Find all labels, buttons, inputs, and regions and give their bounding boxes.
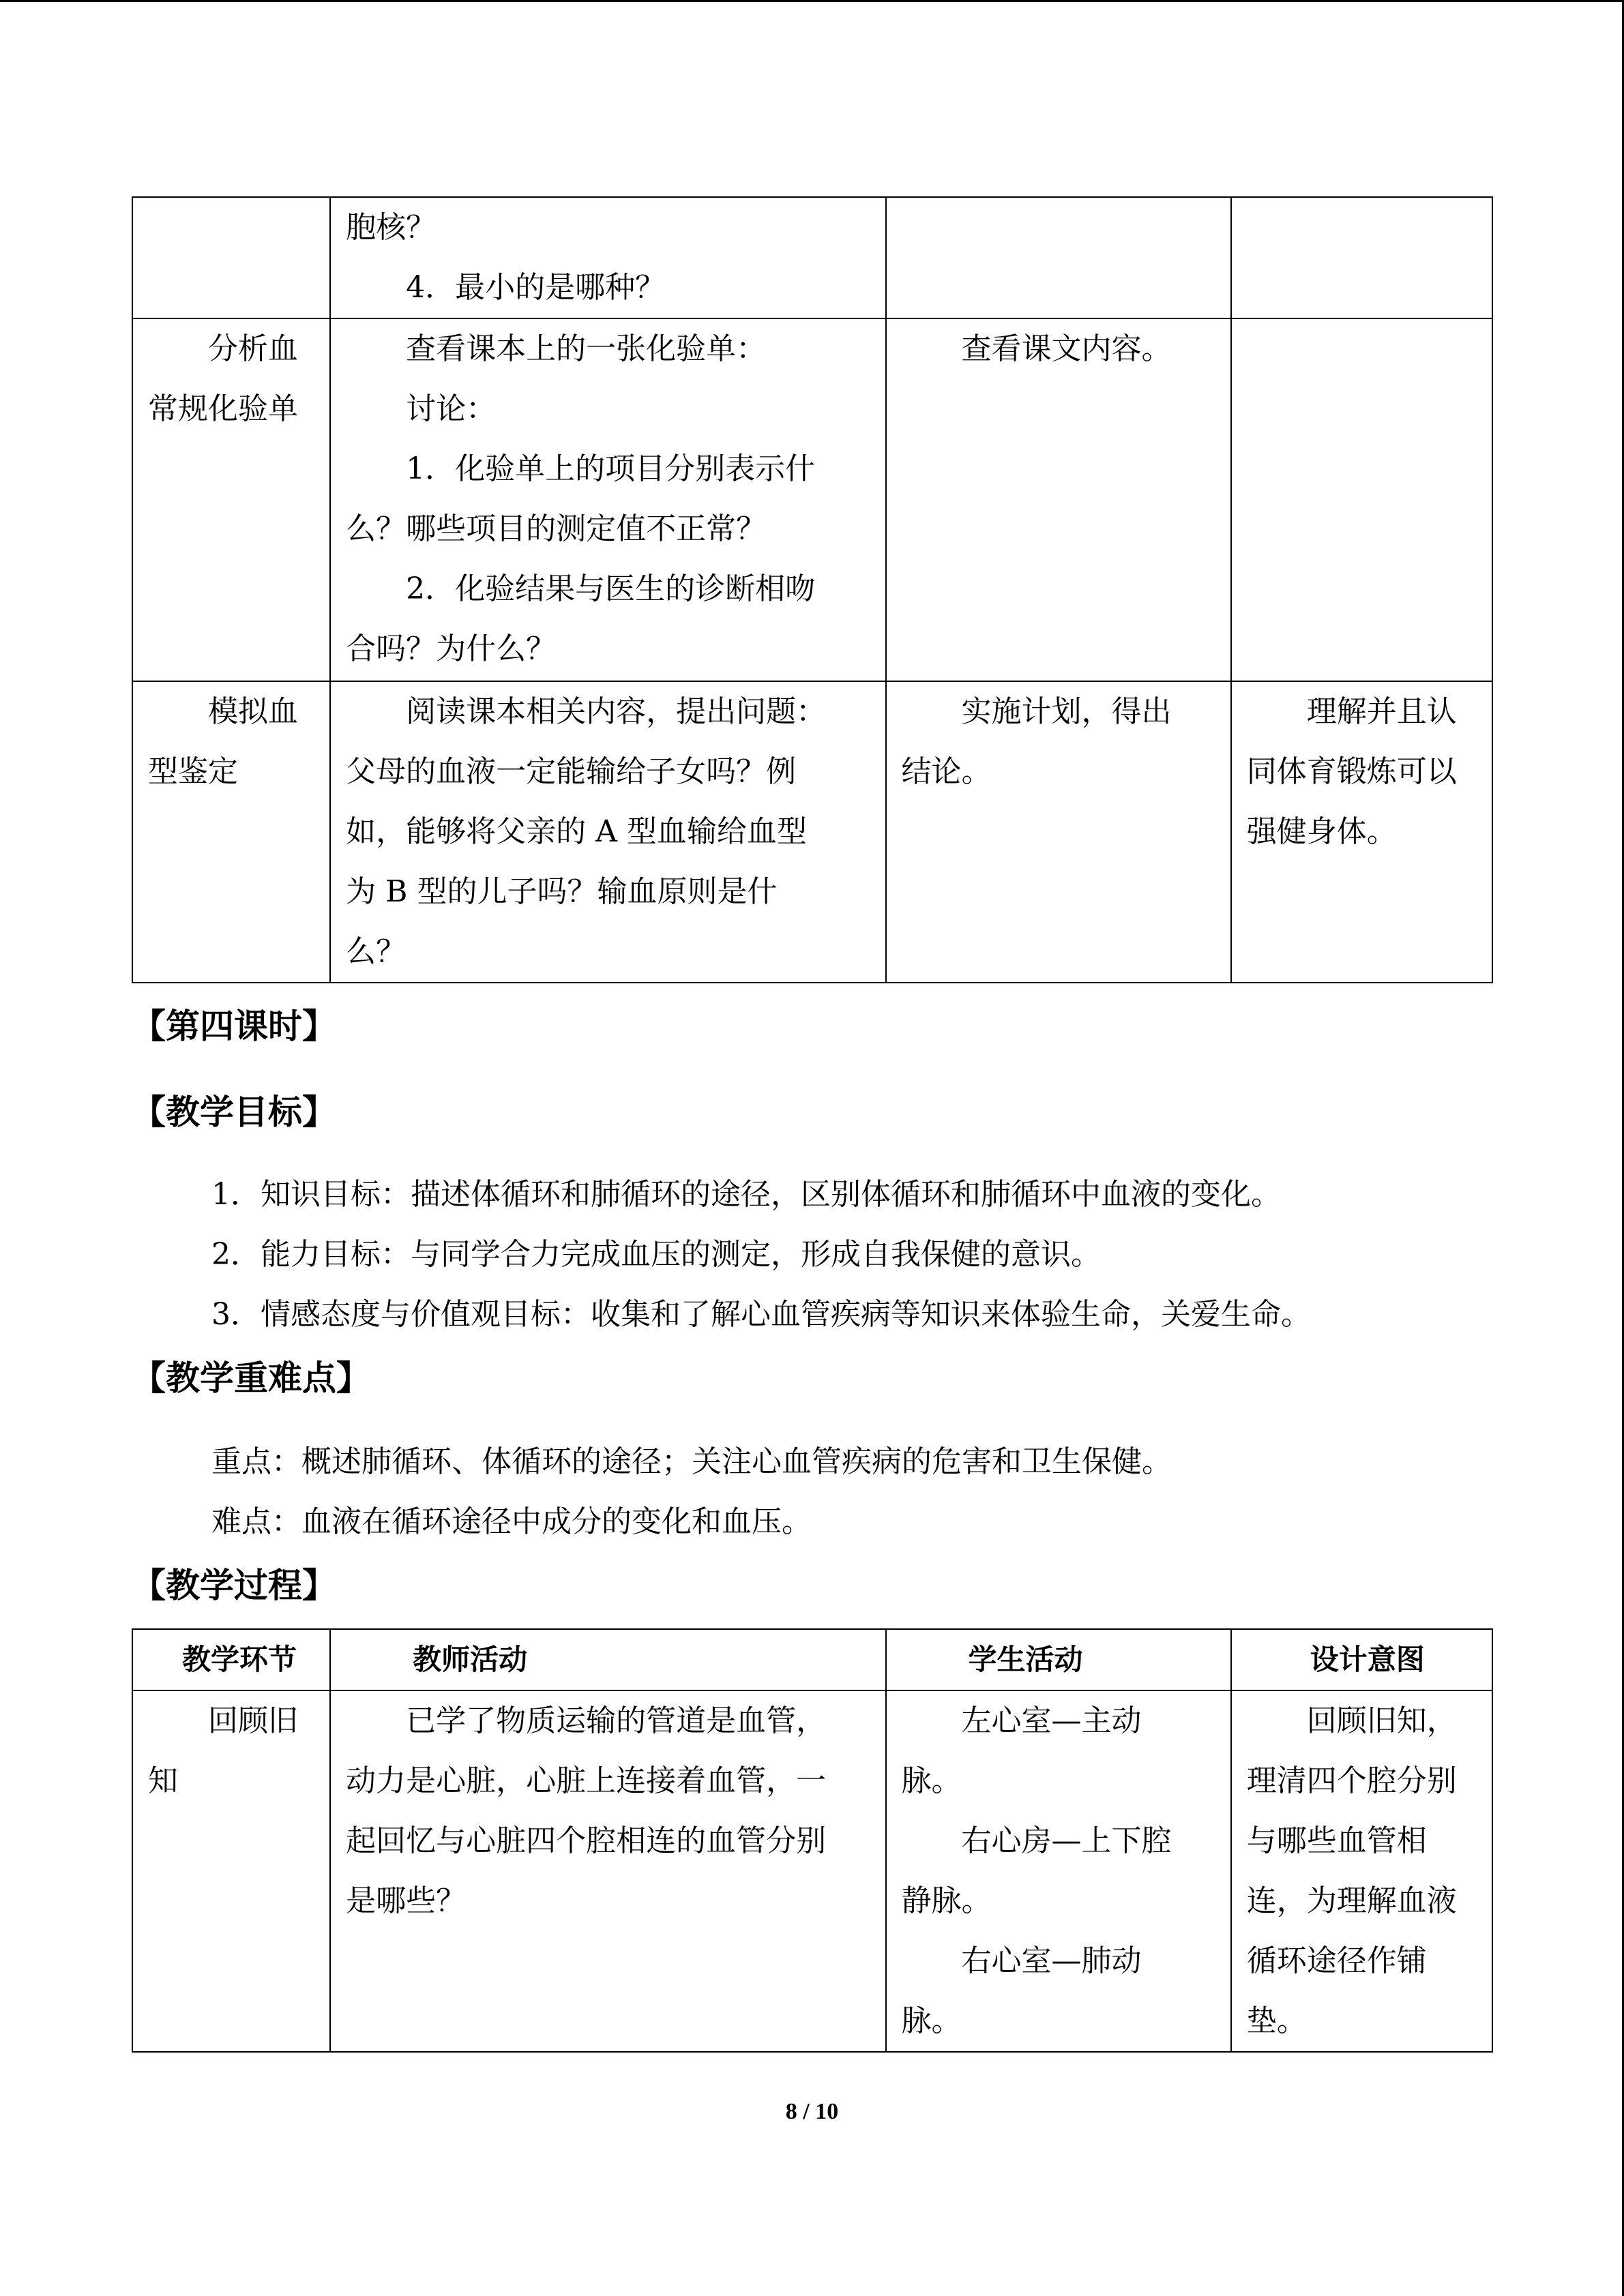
difficulty-text: 难点：血液在循环途径中成分的变化和血压。 bbox=[211, 1504, 812, 1539]
table-cell-student bbox=[886, 681, 1231, 983]
table-cell-student bbox=[886, 197, 1231, 318]
cell-line: 脉。 bbox=[901, 2003, 962, 2038]
cell-line: 实施计划，得出 bbox=[961, 694, 1172, 729]
cell-line: 如，能够将父亲的 A 型血输给血型 bbox=[346, 814, 807, 849]
teaching-process-table bbox=[132, 1628, 1493, 2053]
cell-line: 右心室—肺动 bbox=[961, 1943, 1142, 1978]
goal-item: 2．能力目标：与同学合力完成血压的测定，形成自我保健的意识。 bbox=[211, 1237, 1101, 1272]
cell-line: 连，为理解血液 bbox=[1246, 1883, 1457, 1918]
cell-line: 理清四个腔分别 bbox=[1246, 1763, 1457, 1798]
cell-line: 理解并且认 bbox=[1306, 694, 1457, 729]
cell-line: 1．化验单上的项目分别表示什 bbox=[406, 451, 816, 486]
cell-line: 合吗？为什么？ bbox=[346, 631, 557, 666]
cell-line: 动力是心脏，心脏上连接着血管，一 bbox=[346, 1763, 827, 1798]
cell-line: 么？ bbox=[346, 934, 407, 969]
cell-line: 常规化验单 bbox=[148, 391, 298, 426]
header-phase: 教学环节 bbox=[132, 1629, 330, 1690]
table-cell-teacher bbox=[330, 681, 885, 983]
table-row bbox=[132, 681, 1492, 983]
goal-item: 3．情感态度与价值观目标：收集和了解心血管疾病等知识来体验生命，关爱生命。 bbox=[211, 1297, 1311, 1332]
table-cell-intent bbox=[1231, 197, 1492, 318]
cell-line: 分析血 bbox=[208, 331, 298, 366]
cell-line: 回顾旧 bbox=[208, 1703, 298, 1738]
cell-line: 起回忆与心脏四个腔相连的血管分别 bbox=[346, 1823, 827, 1858]
cell-line: 已学了物质运输的管道是血管， bbox=[406, 1703, 827, 1738]
focus-text: 重点：概述肺循环、体循环的途径；关注心血管疾病的危害和卫生保健。 bbox=[211, 1444, 1172, 1479]
cell-line: 是哪些？ bbox=[346, 1883, 467, 1918]
cell-line: 回顾旧知， bbox=[1306, 1703, 1457, 1738]
cell-line: 4．最小的是哪种？ bbox=[406, 270, 666, 305]
process-heading: 【教学过程】 bbox=[132, 1566, 336, 1605]
table-cell-phase bbox=[132, 318, 330, 681]
cell-line: 结论。 bbox=[901, 754, 992, 789]
cell-line: 脉。 bbox=[901, 1763, 962, 1798]
header-intent: 设计意图 bbox=[1231, 1629, 1492, 1690]
table-cell-student bbox=[886, 318, 1231, 681]
lesson-table-continued bbox=[132, 196, 1493, 983]
cell-line: 循环途径作铺 bbox=[1246, 1943, 1427, 1978]
cell-line: 为 B 型的儿子吗？输血原则是什 bbox=[346, 874, 778, 909]
page-number: 8 / 10 bbox=[785, 2099, 839, 2124]
cell-line: 查看课本上的一张化验单： bbox=[406, 331, 767, 366]
key-points-heading: 【教学重难点】 bbox=[132, 1358, 370, 1398]
cell-line: 同体育锻炼可以 bbox=[1246, 754, 1457, 789]
table-row bbox=[132, 318, 1492, 681]
table-cell-teacher bbox=[330, 318, 885, 681]
goals-heading: 【教学目标】 bbox=[132, 1092, 336, 1132]
cell-line: 垫。 bbox=[1246, 2003, 1307, 2038]
table-cell-intent bbox=[1231, 318, 1492, 681]
goal-item: 1．知识目标：描述体循环和肺循环的途径，区别体循环和肺循环中血液的变化。 bbox=[211, 1177, 1281, 1212]
table-row bbox=[132, 197, 1492, 318]
table-cell-intent bbox=[1231, 681, 1492, 983]
table-cell-phase bbox=[132, 1690, 330, 2052]
table-cell-phase bbox=[132, 197, 330, 318]
table-row bbox=[132, 1690, 1492, 2052]
cell-line: 左心室—主动 bbox=[961, 1703, 1142, 1738]
cell-line: 查看课文内容。 bbox=[961, 331, 1172, 366]
cell-line: 么？哪些项目的测定值不正常？ bbox=[346, 511, 767, 546]
cell-line: 胞核？ bbox=[346, 210, 437, 245]
table-cell-student bbox=[886, 1690, 1231, 2052]
table-cell-intent bbox=[1231, 1690, 1492, 2052]
table-cell-teacher bbox=[330, 1690, 885, 2052]
cell-line: 与哪些血管相 bbox=[1246, 1823, 1427, 1858]
cell-line: 讨论： bbox=[406, 391, 497, 426]
cell-line: 右心房—上下腔 bbox=[961, 1823, 1172, 1858]
page-top-border bbox=[0, 0, 1624, 2]
cell-line: 2．化验结果与医生的诊断相吻 bbox=[406, 571, 816, 606]
table-header-row bbox=[132, 1629, 1492, 1690]
table-cell-phase bbox=[132, 681, 330, 983]
header-teacher: 教师活动 bbox=[330, 1629, 885, 1690]
lesson-heading: 【第四课时】 bbox=[132, 1007, 336, 1046]
cell-line: 型鉴定 bbox=[148, 754, 238, 789]
cell-line: 模拟血 bbox=[208, 694, 298, 729]
cell-line: 知 bbox=[148, 1763, 178, 1798]
cell-line: 静脉。 bbox=[901, 1883, 992, 1918]
header-student: 学生活动 bbox=[886, 1629, 1231, 1690]
table-cell-teacher bbox=[330, 197, 885, 318]
cell-line: 阅读课本相关内容，提出问题： bbox=[406, 694, 827, 729]
cell-line: 强健身体。 bbox=[1246, 814, 1397, 849]
cell-line: 父母的血液一定能输给子女吗？例 bbox=[346, 754, 797, 789]
